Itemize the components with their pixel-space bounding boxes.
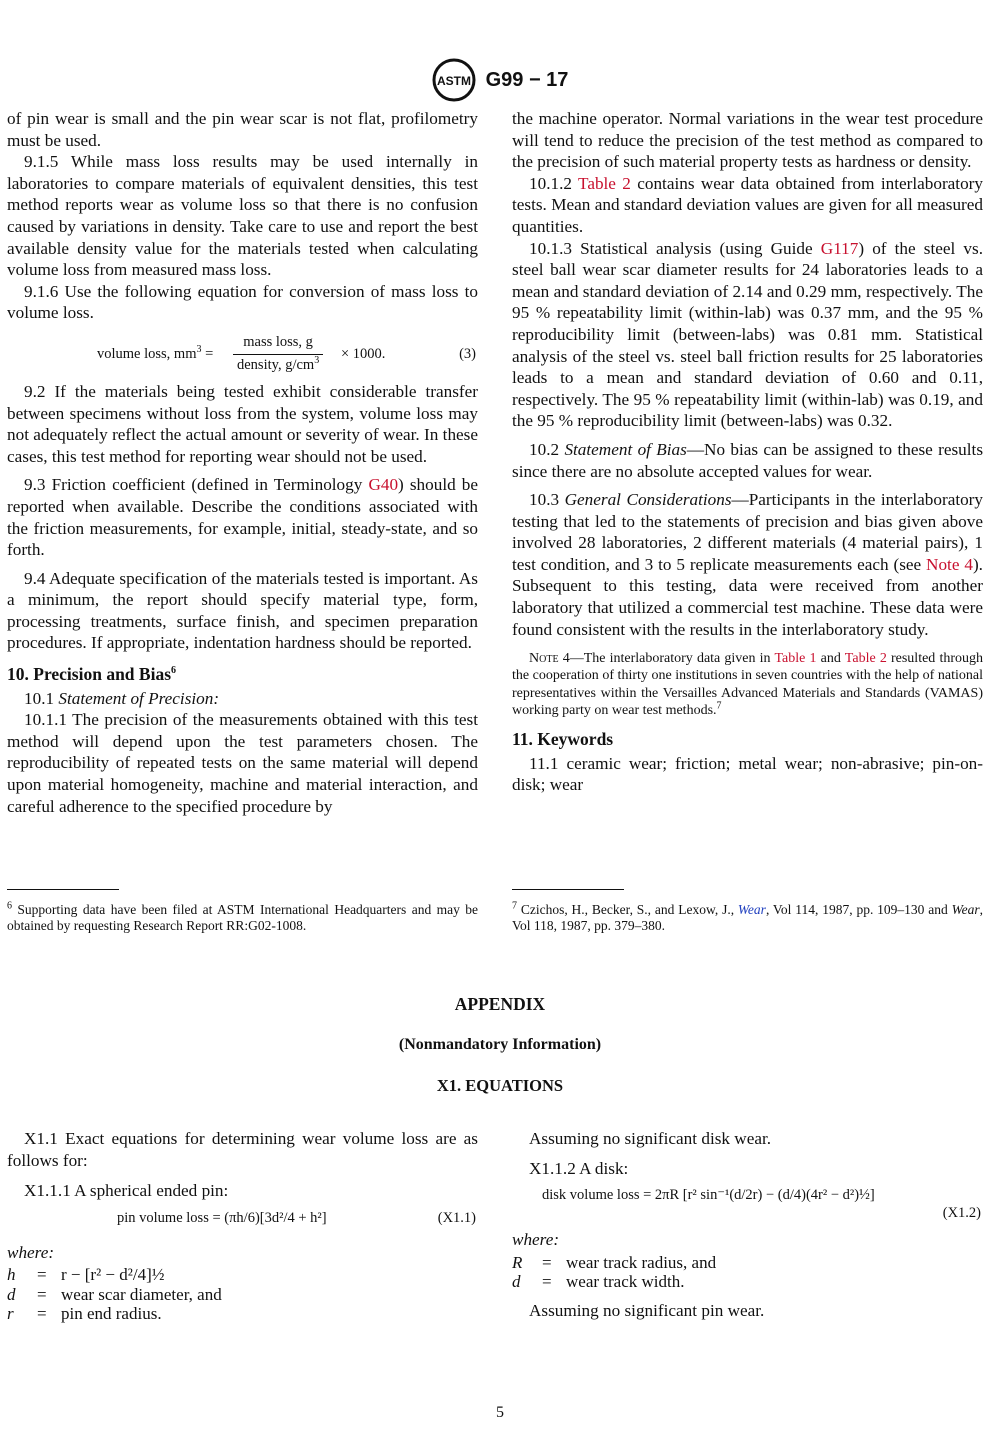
appendix-left-column: [7, 1128, 478, 1324]
link-table-2[interactable]: Table 2: [578, 173, 631, 193]
paragraph-10-1-3: 10.1.3 Statistical analysis (using Guide G117) of the steel vs. steel ball wear scar diameter results for 24 laboratories leads to a mean and standard deviation of 2.14 and 0.29 mm, respectively. The 95 % repeatability limit (within-lab) was 0.37 mm, and the 95 % reproducibility limit (between-labs) was 0.81 mm. Statistical analysis of the steel vs. steel ball friction results for 25 laboratories leads to a mean and standard deviation of 0.60 and 0.11, respectively. The 95 % repeatability limit (within-lab) was 0.19, and the 95 % reproducibility limit (between-labs) was 0.32.: [512, 238, 983, 431]
paragraph-10-2: 10.2 Statement of Bias—No bias can be assigned to these results since there are no absolute accepted values for wear.: [512, 439, 984, 481]
link-table-2[interactable]: Table 2: [844, 651, 887, 667]
appendix-right-column: [512, 1128, 983, 1321]
equation-3: [7, 332, 478, 374]
definition-row: d = wear scar diameter, and: [7, 1284, 222, 1304]
equation-number: (X1.2): [942, 1205, 981, 1222]
paragraph-10-1-1: 10.1.1 The precision of the measurements obtained with this test method will depend upon the test parameters chosen. The reproducibility of repeated tests on the same material will depend upon material homogeneity, machine and material interaction, and careful adherence to the specified procedure by: [7, 710, 478, 816]
where-label: where:: [7, 1242, 55, 1262]
where-label: where:: [512, 1230, 560, 1250]
page-header: [0, 58, 1000, 102]
left-column: [7, 108, 478, 817]
section-heading-10: 10. Precision and Bias$^6$: [7, 664, 177, 685]
definitions-list: [512, 1253, 716, 1292]
footnote-7: $^7$ Czichos, H., Becker, S., and Lexow, J., Wear, Vol 114, 1987, pp. 109–130 and Wear, Vol 118, 1987, pp. 379–380.: [512, 900, 983, 934]
equation-x1-2: [512, 1183, 983, 1223]
link-table-1[interactable]: Table 1: [774, 651, 817, 667]
equation-x1-1: [7, 1206, 478, 1230]
paragraph-10-3: 10.3 General Considerations—Participants in the interlaboratory testing that led to the statements of precision and bias given above involved 28 laboratories, 2 different materials (4 material pairs), 1 test condition, and 3 to 5 replicate measurements each (see Note 4). Subsequent to this testing, data were received from another laboratory that utilized a commercial test machine. These data were found consistent with the results in the interlaboratory study.: [512, 490, 984, 639]
fraction-numerator: mass loss, g: [233, 332, 323, 355]
paragraph-9-4: 9.4 Adequate specification of the materials tested is important. As a minimum, the report should specify material type, form, processing treatments, surface finish, and specimen preparation procedures. If appropriate, indentation hardness should be reported.: [7, 568, 478, 653]
paragraph-10-1: 10.1 Statement of Precision:: [24, 688, 220, 708]
section-heading-11: 11. Keywords: [512, 729, 614, 750]
definition-row: r = pin end radius.: [7, 1304, 162, 1324]
footnote-rule: [512, 889, 624, 890]
paragraph: the machine operator. Normal variations in the wear test procedure will tend to reduce the precision of the test method as compared to the precision of such material property tests as hardness or density.: [512, 109, 983, 172]
link-note-4[interactable]: Note 4: [926, 554, 973, 574]
fraction-denominator: density, $g/cm^3$: [237, 354, 320, 373]
equation-pin: pin volume loss = (πh/6)[3d²/4 + h²]: [117, 1209, 327, 1226]
definition-row: h = r − [r² − d²/4]½: [7, 1265, 165, 1285]
paragraph-x1-1: X1.1 Exact equations for determining wear volume loss are as follows for:: [7, 1129, 478, 1170]
note-4: Note 4—The interlaboratory data given in Table 1 and Table 2 resulted through the cooperation of thirty one institutions in seven countries with the help of national representatives within the Versailles Advanced Materials and Standards (VAMAS) working party on wear test methods.$^7$: [512, 651, 983, 718]
link-wear[interactable]: Wear: [737, 902, 766, 917]
paragraph-9-3: 9.3 Friction coefficient (defined in Terminology G40) should be reported when available. Describe the conditions associated with the friction measurements, for example, initial, steady-state, and so forth.: [7, 475, 478, 560]
definition-row: d = wear track width.: [512, 1272, 685, 1292]
link-g40[interactable]: G40: [368, 475, 399, 495]
equation-number: (3): [459, 345, 476, 362]
equation-fraction: [233, 332, 323, 376]
footnote-6: $^6$ Supporting data have been filed at ASTM International Headquarters and may be obtained by requesting Research Report RR:G02-1008.: [7, 900, 478, 934]
appendix-section-heading: X1. EQUATIONS: [436, 1076, 564, 1095]
paragraph-10-1-2: 10.1.2 Table 2 contains wear data obtained from interlaboratory tests. Mean and standard deviation values are given for all measured quantities.: [512, 173, 983, 236]
paragraph-9-1-6: 9.1.6 Use the following equation for conversion of mass loss to volume loss.: [7, 281, 478, 323]
paragraph-11-1: 11.1 ceramic wear; friction; metal wear; non-abrasive; pin-on-disk; wear: [512, 753, 983, 795]
paragraph: of pin wear is small and the pin wear scar is not flat, profilometry must be used.: [7, 109, 478, 150]
paragraph-x1-1-2: X1.1.2 A disk:: [529, 1158, 629, 1178]
paragraph-assume-disk: Assuming no significant disk wear.: [529, 1129, 772, 1148]
definitions-list: [7, 1265, 222, 1324]
standard-designation: G99 − 17: [485, 68, 569, 91]
appendix-title: APPENDIX: [454, 994, 546, 1014]
link-g117[interactable]: G117: [820, 238, 859, 258]
paragraph-assume-pin: Assuming no significant pin wear.: [529, 1300, 765, 1320]
definition-row: R = wear track radius, and: [512, 1252, 717, 1272]
paragraph-x1-1-1: X1.1.1 A spherical ended pin:: [24, 1181, 229, 1201]
astm-logo-icon: [432, 58, 476, 102]
paragraph-9-1-5: 9.1.5 While mass loss results may be used internally in laboratories to compare materials of equivalent densities, this test method reports wear as volume loss so that there is no confusion caused by variations in density. Take care to use and report the best available density value for the materials tested when calculating volume loss from measured mass loss.: [7, 152, 478, 280]
right-column: [512, 108, 983, 796]
equation-number: (X1.1): [437, 1209, 476, 1226]
paragraph-9-2: 9.2 If the materials being tested exhibit considerable transfer between specimens without loss from the system, volume loss may not adequately reflect the actual amount or severity of wear. In these cases, this test method for reporting wear should not be used.: [7, 381, 478, 466]
equation-disk: disk volume loss = 2πR [r² sin⁻¹(d/2r) − (d/4)(4r² − d²)½]: [542, 1187, 875, 1204]
page-number: 5: [496, 1404, 504, 1421]
logo-text: ASTM: [436, 74, 471, 88]
footnote-rule: [7, 889, 119, 890]
equation-multiplier: × 1000.: [341, 345, 386, 362]
appendix-subtitle: (Nonmandatory Information): [398, 1036, 602, 1053]
equation-lhs: volume loss, $mm^3$ =: [97, 344, 214, 362]
